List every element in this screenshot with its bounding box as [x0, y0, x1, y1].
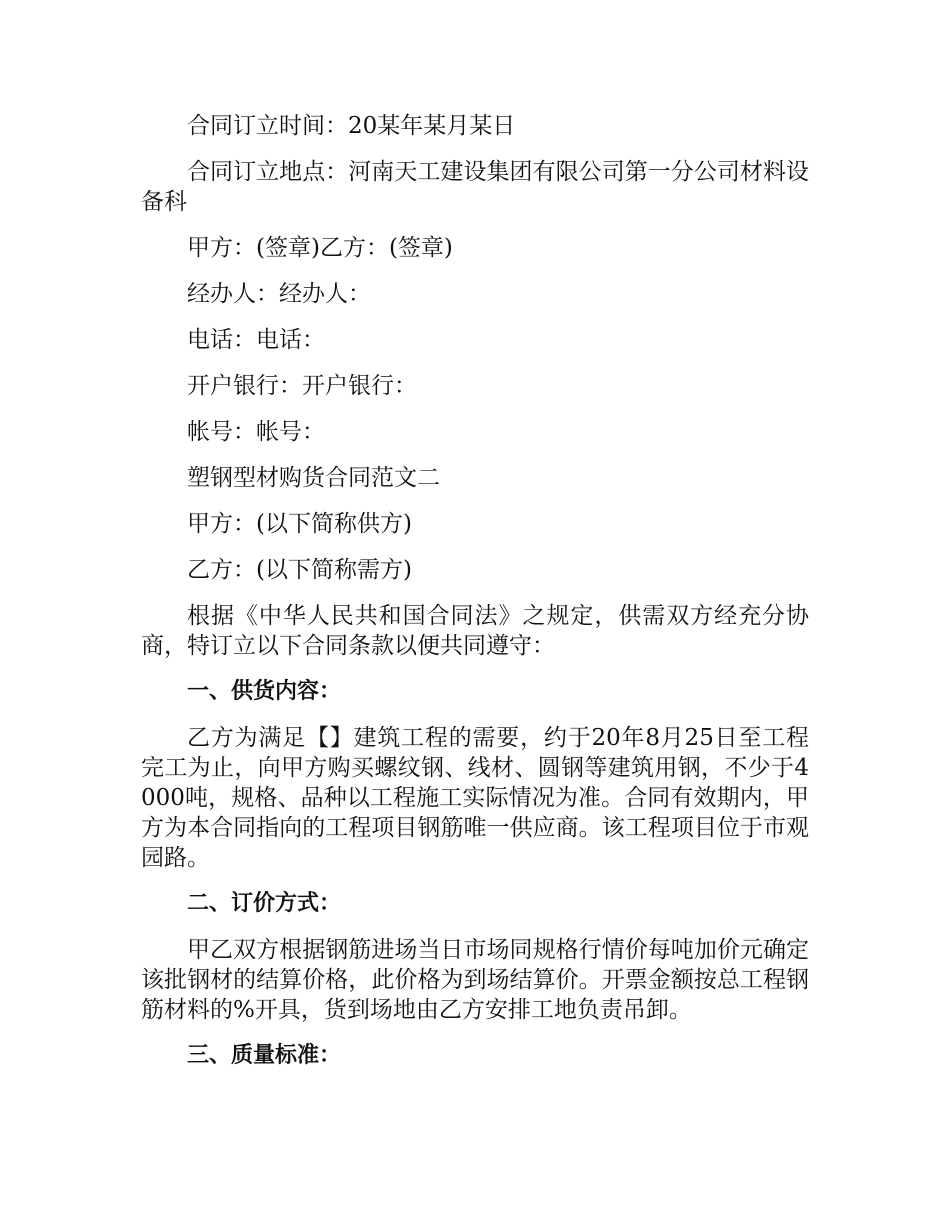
document-body	[141, 111, 809, 1087]
supply-content-paragraph: 乙方为满足【】建筑工程的需要，约于20年8月25日至工程完工为止，向甲方购买螺纹钢、线材、圆钢等建筑用钢，不少于4000吨，规格、品种以工程施工实际情况为准。合同有效期内，甲方为本合同指向的工程项目钢筋唯一供应商。该工程项目位于市观园路。	[141, 725, 809, 871]
preamble-paragraph: 根据《中华人民共和国合同法》之规定，供需双方经充分协商，特订立以下合同条款以便共同遵守：	[141, 603, 809, 659]
party-signature-line: 甲方：(签章)乙方：(签章)	[187, 235, 453, 261]
phone-line: 电话：电话：	[187, 327, 325, 353]
contract-place-line: 合同订立地点：河南天工建设集团有限公司第一分公司材料设备科	[141, 159, 809, 215]
account-line: 帐号：帐号：	[187, 419, 325, 445]
contract-date-line: 合同订立时间：20某年某月某日	[187, 113, 516, 139]
heading-pricing-method: 二、订价方式：	[187, 891, 342, 916]
heading-quality-standard: 三、质量标准：	[187, 1043, 342, 1068]
bank-line: 开户银行：开户银行：	[187, 373, 417, 399]
heading-supply-content: 一、供货内容：	[187, 679, 342, 704]
agent-line: 经办人：经办人：	[187, 281, 371, 307]
pricing-method-paragraph: 甲乙双方根据钢筋进场当日市场同规格行情价每吨加价元确定该批钢材的结算价格，此价格为到场结算价。开票金额按总工程钢筋材料的%开具，货到场地由乙方安排工地负责吊卸。	[141, 937, 809, 1023]
party-a-line: 甲方：(以下简称供方)	[187, 511, 412, 537]
party-b-line: 乙方：(以下简称需方)	[187, 557, 412, 583]
section-title: 塑钢型材购货合同范文二	[187, 465, 440, 491]
